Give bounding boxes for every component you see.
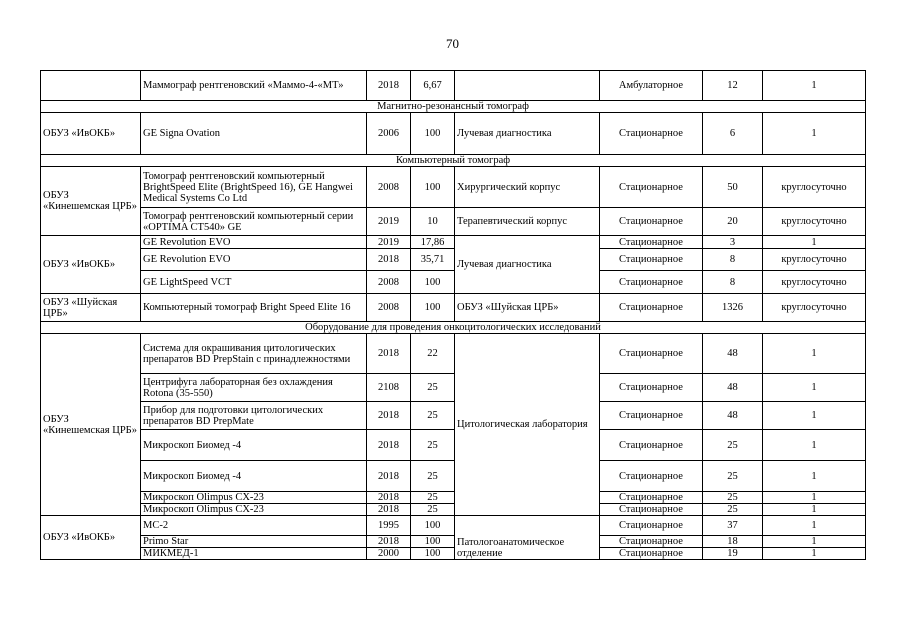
year-cell: 2018 <box>367 249 411 271</box>
year-cell: 2018 <box>367 334 411 374</box>
hours-cell: 3 <box>703 236 763 249</box>
department-cell: Лучевая диагностика <box>455 236 600 294</box>
equipment-cell: Система для окрашивания цитологических препаратов BD PrepStain с принадлежностями <box>141 334 367 374</box>
hours-cell: 25 <box>703 461 763 492</box>
year-cell: 2019 <box>367 236 411 249</box>
department-cell: ОБУЗ «Шуйская ЦРБ» <box>455 294 600 322</box>
mode-cell: Стационарное <box>600 536 703 548</box>
wear-cell: 25 <box>411 402 455 430</box>
shifts-cell: 1 <box>763 374 866 402</box>
mode-cell: Стационарное <box>600 504 703 516</box>
shifts-cell: 1 <box>763 334 866 374</box>
section-heading-onco: Оборудование для проведения онкоцитологических исследований <box>41 322 866 334</box>
mode-cell: Стационарное <box>600 461 703 492</box>
wear-cell: 100 <box>411 113 455 155</box>
table-row <box>41 71 866 101</box>
hours-cell: 48 <box>703 402 763 430</box>
equipment-cell: Микроскоп Olimpus CX-23 <box>141 504 367 516</box>
mode-cell: Стационарное <box>600 271 703 294</box>
table-row <box>41 294 866 322</box>
hours-cell: 18 <box>703 536 763 548</box>
mode-cell: Стационарное <box>600 516 703 536</box>
shifts-cell: 1 <box>763 461 866 492</box>
hours-cell: 1326 <box>703 294 763 322</box>
wear-cell: 22 <box>411 334 455 374</box>
table-row <box>41 402 866 430</box>
year-cell: 2018 <box>367 492 411 504</box>
equipment-cell: Маммограф рентгеновский «Маммо-4-«МТ» <box>141 71 367 101</box>
table-row <box>41 516 866 536</box>
year-cell: 2018 <box>367 461 411 492</box>
table-row <box>41 271 866 294</box>
mode-cell: Стационарное <box>600 167 703 208</box>
year-cell: 2019 <box>367 208 411 236</box>
mode-cell: Стационарное <box>600 492 703 504</box>
year-cell: 2018 <box>367 430 411 461</box>
year-cell: 2018 <box>367 504 411 516</box>
shifts-cell: круглосуточно <box>763 167 866 208</box>
shifts-cell: 1 <box>763 504 866 516</box>
table-row <box>41 236 866 249</box>
equipment-cell: Центрифуга лабораторная без охлаждения Rotona (35-550) <box>141 374 367 402</box>
hours-cell: 19 <box>703 548 763 560</box>
wear-cell: 6,67 <box>411 71 455 101</box>
year-cell: 2008 <box>367 294 411 322</box>
org-cell: ОБУЗ «ИвОКБ» <box>41 236 141 294</box>
section-row <box>41 101 866 113</box>
equipment-cell: GE LightSpeed VCT <box>141 271 367 294</box>
table-row <box>41 334 866 374</box>
org-cell: ОБУЗ «Кинешемская ЦРБ» <box>41 167 141 236</box>
org-cell: ОБУЗ «Кинешемская ЦРБ» <box>41 334 141 516</box>
wear-cell: 25 <box>411 504 455 516</box>
org-cell <box>41 71 141 101</box>
hours-cell: 48 <box>703 374 763 402</box>
section-heading-mrt: Магнитно-резонансный томограф <box>41 101 866 113</box>
year-cell: 2000 <box>367 548 411 560</box>
equipment-cell: Прибор для подготовки цитологических препаратов BD PrepMate <box>141 402 367 430</box>
mode-cell: Стационарное <box>600 236 703 249</box>
equipment-cell: Микроскоп Биомед -4 <box>141 461 367 492</box>
wear-cell: 100 <box>411 294 455 322</box>
hours-cell: 25 <box>703 430 763 461</box>
shifts-cell: 1 <box>763 430 866 461</box>
table-row <box>41 113 866 155</box>
equipment-cell: Томограф рентгеновский компьютерный BrightSpeed Elite (BrightSpeed 16), GE Hangwei Medical Systems Co Ltd <box>141 167 367 208</box>
shifts-cell: круглосуточно <box>763 294 866 322</box>
hours-cell: 6 <box>703 113 763 155</box>
year-cell: 2018 <box>367 402 411 430</box>
year-cell: 2018 <box>367 536 411 548</box>
year-cell: 2108 <box>367 374 411 402</box>
department-cell <box>455 71 600 101</box>
shifts-cell: круглосуточно <box>763 208 866 236</box>
hours-cell: 20 <box>703 208 763 236</box>
department-cell: Лучевая диагностика <box>455 113 600 155</box>
shifts-cell: 1 <box>763 536 866 548</box>
mode-cell: Стационарное <box>600 430 703 461</box>
org-cell: ОБУЗ «ИвОКБ» <box>41 516 141 560</box>
shifts-cell: 1 <box>763 402 866 430</box>
shifts-cell: 1 <box>763 113 866 155</box>
org-cell: ОБУЗ «Шуйская ЦРБ» <box>41 294 141 322</box>
wear-cell: 17,86 <box>411 236 455 249</box>
mode-cell: Стационарное <box>600 402 703 430</box>
mode-cell: Амбулаторное <box>600 71 703 101</box>
wear-cell: 100 <box>411 167 455 208</box>
wear-cell: 25 <box>411 430 455 461</box>
mode-cell: Стационарное <box>600 208 703 236</box>
shifts-cell: круглосуточно <box>763 249 866 271</box>
mode-cell: Стационарное <box>600 374 703 402</box>
year-cell: 2008 <box>367 167 411 208</box>
table-row <box>41 504 866 516</box>
table-row <box>41 492 866 504</box>
equipment-cell: Микроскоп Olimpus CX-23 <box>141 492 367 504</box>
wear-cell: 100 <box>411 548 455 560</box>
shifts-cell: 1 <box>763 236 866 249</box>
section-row <box>41 155 866 167</box>
hours-cell: 50 <box>703 167 763 208</box>
shifts-cell: 1 <box>763 548 866 560</box>
equipment-cell: Компьютерный томограф Bright Speed Elite 16 <box>141 294 367 322</box>
table-row <box>41 167 866 208</box>
table-row <box>41 208 866 236</box>
hours-cell: 25 <box>703 492 763 504</box>
equipment-cell: Микроскоп Биомед -4 <box>141 430 367 461</box>
year-cell: 1995 <box>367 516 411 536</box>
wear-cell: 25 <box>411 461 455 492</box>
shifts-cell: 1 <box>763 71 866 101</box>
page-number: 70 <box>446 36 459 51</box>
equipment-cell: GE Revolution EVO <box>141 236 367 249</box>
mode-cell: Стационарное <box>600 249 703 271</box>
mode-cell: Стационарное <box>600 113 703 155</box>
org-cell: ОБУЗ «ИвОКБ» <box>41 113 141 155</box>
table-row <box>41 430 866 461</box>
mode-cell: Стационарное <box>600 294 703 322</box>
shifts-cell: 1 <box>763 492 866 504</box>
equipment-cell: МИКМЕД-1 <box>141 548 367 560</box>
section-heading-kt: Компьютерный томограф <box>41 155 866 167</box>
hours-cell: 8 <box>703 249 763 271</box>
hours-cell: 48 <box>703 334 763 374</box>
wear-cell: 100 <box>411 516 455 536</box>
table-row <box>41 249 866 271</box>
year-cell: 2018 <box>367 71 411 101</box>
table-row <box>41 536 866 548</box>
wear-cell: 100 <box>411 271 455 294</box>
equipment-cell: МС-2 <box>141 516 367 536</box>
wear-cell: 35,71 <box>411 249 455 271</box>
year-cell: 2006 <box>367 113 411 155</box>
table-row <box>41 374 866 402</box>
wear-cell: 25 <box>411 492 455 504</box>
wear-cell: 25 <box>411 374 455 402</box>
wear-cell: 100 <box>411 536 455 548</box>
equipment-cell: GE Signa Ovation <box>141 113 367 155</box>
department-cell: Патологоанатомическое отделение <box>455 516 600 560</box>
equipment-cell: Томограф рентгеновский компьютерный серии «OPTIMA CT540» GE <box>141 208 367 236</box>
equipment-cell: GE Revolution EVO <box>141 249 367 271</box>
hours-cell: 37 <box>703 516 763 536</box>
table-row <box>41 461 866 492</box>
wear-cell: 10 <box>411 208 455 236</box>
department-cell: Цитологическая лаборатория <box>455 334 600 516</box>
table-row <box>41 548 866 560</box>
shifts-cell: 1 <box>763 516 866 536</box>
hours-cell: 8 <box>703 271 763 294</box>
section-row <box>41 322 866 334</box>
mode-cell: Стационарное <box>600 334 703 374</box>
mode-cell: Стационарное <box>600 548 703 560</box>
shifts-cell: круглосуточно <box>763 271 866 294</box>
department-cell: Терапевтический корпус <box>455 208 600 236</box>
department-cell: Хирургический корпус <box>455 167 600 208</box>
hours-cell: 25 <box>703 504 763 516</box>
equipment-table <box>40 70 866 560</box>
year-cell: 2008 <box>367 271 411 294</box>
equipment-cell: Primo Star <box>141 536 367 548</box>
hours-cell: 12 <box>703 71 763 101</box>
